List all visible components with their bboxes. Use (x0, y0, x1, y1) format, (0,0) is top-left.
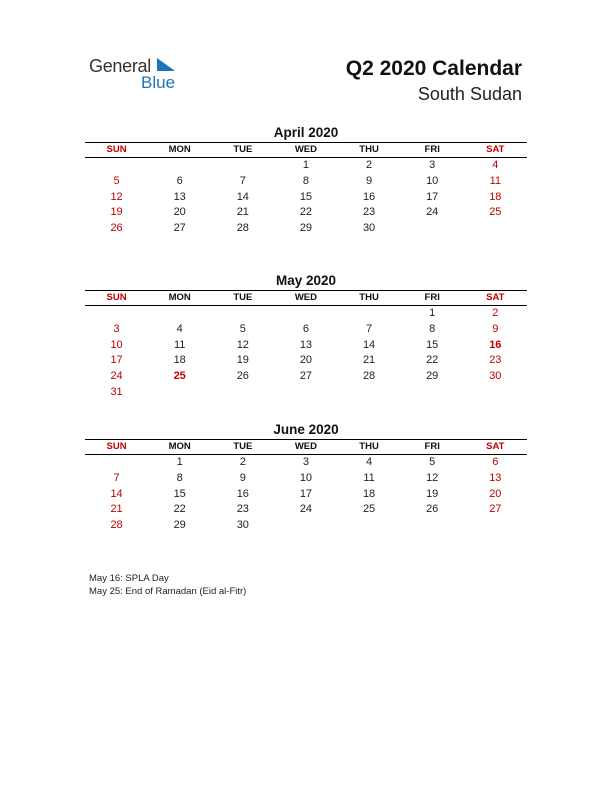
empty-day-cell (148, 306, 211, 322)
weekday-header: THU (359, 441, 379, 452)
day-cell: 2 (492, 307, 499, 319)
week-row (85, 322, 527, 338)
day-cell: 18 (173, 354, 186, 367)
weekday-header: WED (294, 441, 318, 452)
day-cell: 26 (426, 503, 439, 516)
empty-day-cell (148, 385, 211, 401)
empty-day-cell (211, 158, 274, 174)
weekday-header: SUN (106, 441, 127, 452)
day-cell: 22 (173, 503, 186, 516)
day-cell: 18 (362, 487, 376, 500)
weekday-header-row (85, 142, 527, 158)
empty-day-cell (338, 306, 401, 322)
week-row (85, 205, 527, 221)
weekday-header: THU (359, 292, 379, 303)
empty-day-cell (338, 518, 401, 534)
day-cell: 25 (362, 503, 376, 516)
day-cell: 16 (489, 338, 502, 351)
day-cell: 28 (236, 222, 249, 235)
week-row (85, 471, 527, 487)
day-cell: 12 (236, 338, 249, 351)
day-cell: 7 (239, 174, 246, 187)
logo-word-blue: Blue (141, 73, 176, 92)
day-cell: 17 (299, 487, 313, 500)
day-cell: 30 (362, 222, 376, 235)
day-cell: 26 (110, 222, 123, 235)
day-cell: 13 (489, 471, 502, 484)
day-cell: 8 (302, 174, 309, 187)
day-cell: 17 (426, 190, 439, 203)
day-cell: 4 (176, 322, 183, 335)
day-cell: 17 (110, 354, 123, 367)
month-title: April 2020 (273, 125, 339, 140)
day-cell: 5 (239, 322, 246, 335)
weekday-header: FRI (424, 144, 440, 155)
day-cell: 6 (302, 322, 309, 335)
weekday-header: WED (294, 292, 318, 303)
day-cell: 14 (236, 190, 249, 203)
weekday-header: SAT (486, 292, 505, 303)
day-cell: 7 (113, 471, 120, 484)
day-cell: 14 (362, 338, 376, 351)
weekday-header: MON (168, 292, 191, 303)
day-cell: 21 (362, 354, 376, 367)
day-cell: 10 (426, 174, 439, 187)
holiday-notes (89, 572, 246, 598)
empty-day-cell (85, 306, 148, 322)
day-cell: 2 (239, 456, 246, 468)
month-block (85, 272, 527, 401)
day-cell: 10 (110, 338, 123, 351)
empty-day-cell (338, 385, 401, 401)
day-cell: 12 (110, 190, 123, 203)
day-cell: 28 (362, 370, 376, 383)
day-cell: 12 (426, 471, 439, 484)
month-block (85, 421, 527, 534)
day-cell: 5 (429, 456, 436, 468)
day-cell: 27 (489, 503, 502, 516)
day-cell: 11 (489, 174, 502, 187)
empty-day-cell (464, 221, 527, 237)
weekday-header: MON (168, 144, 191, 155)
day-cell: 25 (173, 370, 186, 383)
weekday-header: TUE (233, 292, 253, 303)
day-cell: 31 (110, 385, 123, 398)
day-cell: 9 (492, 322, 499, 335)
day-cell: 15 (299, 190, 313, 203)
day-cell: 11 (173, 338, 186, 351)
day-cell: 3 (113, 322, 120, 335)
day-cell: 27 (173, 222, 186, 235)
empty-day-cell (464, 518, 527, 534)
weekday-header: MON (168, 441, 191, 452)
day-cell: 7 (366, 322, 373, 335)
weekday-header: FRI (424, 292, 440, 303)
day-cell: 1 (429, 307, 436, 319)
empty-day-cell (85, 158, 148, 174)
day-cell: 24 (110, 370, 123, 383)
month-title: May 2020 (275, 273, 337, 288)
day-cell: 19 (110, 206, 123, 219)
weekday-header-row (85, 290, 527, 306)
day-cell: 6 (176, 174, 183, 187)
day-cell: 6 (492, 456, 499, 468)
day-cell: 8 (429, 322, 436, 335)
day-cell: 29 (426, 370, 439, 383)
week-row (85, 487, 527, 503)
weekday-header: SAT (486, 144, 505, 155)
week-row (85, 353, 527, 369)
day-cell: 23 (489, 354, 502, 367)
empty-day-cell (401, 518, 464, 534)
day-cell: 1 (302, 159, 309, 171)
day-cell: 16 (362, 190, 376, 203)
day-cell: 20 (173, 206, 186, 219)
empty-day-cell (85, 455, 148, 471)
empty-day-cell (211, 385, 274, 401)
weekday-header: TUE (233, 441, 253, 452)
week-row (85, 369, 527, 385)
day-cell: 24 (299, 503, 313, 516)
day-cell: 30 (236, 519, 249, 532)
day-cell: 29 (173, 519, 186, 532)
day-cell: 24 (426, 206, 439, 219)
weekday-header: THU (359, 144, 379, 155)
day-cell: 21 (236, 206, 249, 219)
day-cell: 16 (236, 487, 249, 500)
day-cell: 15 (173, 487, 186, 500)
day-cell: 3 (429, 159, 436, 171)
empty-day-cell (464, 385, 527, 401)
day-cell: 4 (366, 456, 373, 468)
week-row (85, 338, 527, 354)
day-cell: 20 (299, 354, 313, 367)
holiday-note: May 16: SPLA Day (89, 573, 169, 584)
empty-day-cell (274, 518, 337, 534)
week-row (85, 190, 527, 206)
day-cell: 29 (299, 222, 313, 235)
empty-day-cell (274, 385, 337, 401)
day-cell: 19 (426, 487, 439, 500)
week-row (85, 221, 527, 237)
day-cell: 11 (363, 471, 375, 484)
day-cell: 19 (236, 354, 249, 367)
weekday-header-row (85, 439, 527, 455)
generalblue-logo (89, 56, 189, 96)
empty-day-cell (148, 158, 211, 174)
week-row (85, 502, 527, 518)
week-row (85, 455, 527, 471)
country-name: South Sudan (417, 84, 522, 104)
calendar-title: Q2 2020 Calendar (345, 57, 522, 80)
week-row (85, 518, 527, 534)
logo-flag-icon (157, 58, 175, 71)
empty-day-cell (401, 385, 464, 401)
day-cell: 23 (236, 503, 249, 516)
weekday-header: SUN (106, 292, 127, 303)
day-cell: 27 (299, 370, 313, 383)
day-cell: 8 (176, 471, 183, 484)
day-cell: 22 (299, 206, 313, 219)
weekday-header: TUE (233, 144, 253, 155)
weekday-header: WED (294, 144, 318, 155)
day-cell: 10 (299, 471, 313, 484)
day-cell: 1 (176, 456, 183, 468)
day-cell: 3 (302, 456, 309, 468)
day-cell: 13 (173, 190, 186, 203)
day-cell: 21 (110, 503, 123, 516)
month-title: June 2020 (273, 422, 339, 437)
day-cell: 25 (489, 206, 502, 219)
day-cell: 23 (362, 206, 376, 219)
week-row (85, 385, 527, 401)
month-block (85, 124, 527, 237)
day-cell: 18 (489, 190, 502, 203)
day-cell: 30 (489, 370, 502, 383)
day-cell: 15 (426, 338, 439, 351)
empty-day-cell (211, 306, 274, 322)
day-cell: 4 (492, 159, 499, 171)
empty-day-cell (274, 306, 337, 322)
logo-word-general: General (89, 56, 151, 76)
week-row (85, 306, 527, 322)
day-cell: 9 (366, 174, 373, 187)
day-cell: 5 (113, 174, 120, 187)
day-cell: 20 (489, 487, 502, 500)
week-row (85, 174, 527, 190)
empty-day-cell (401, 221, 464, 237)
weekday-header: SUN (106, 144, 127, 155)
weekday-header: FRI (424, 441, 440, 452)
week-row (85, 158, 527, 174)
weekday-header: SAT (486, 441, 505, 452)
day-cell: 13 (299, 338, 313, 351)
day-cell: 9 (239, 471, 246, 484)
day-cell: 28 (110, 519, 123, 532)
day-cell: 22 (426, 354, 439, 367)
day-cell: 26 (236, 370, 249, 383)
holiday-note: May 25: End of Ramadan (Eid al-Fitr) (89, 586, 247, 597)
day-cell: 2 (366, 159, 373, 171)
day-cell: 14 (110, 487, 123, 500)
